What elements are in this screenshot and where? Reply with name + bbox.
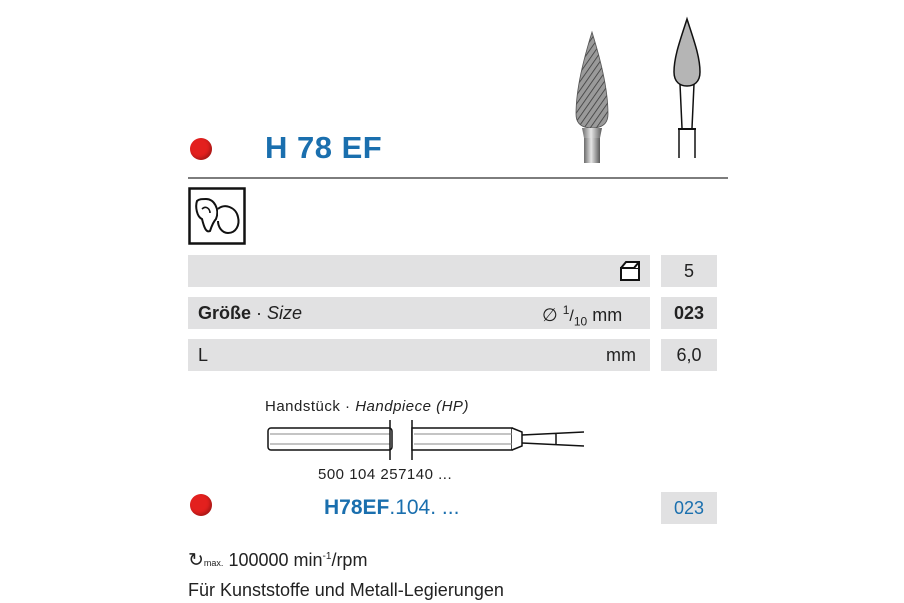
header-divider bbox=[188, 177, 728, 179]
order-size: 023 bbox=[661, 492, 717, 524]
size-label-sep: · bbox=[256, 303, 263, 323]
speed-unit: /rpm bbox=[331, 550, 368, 570]
diameter-symbol: ∅ bbox=[542, 305, 558, 325]
size-unit: ∅ $^1/_{10}$ mm bbox=[542, 303, 623, 329]
handpiece-label-en: Handpiece (HP) bbox=[355, 398, 469, 415]
pack-row bbox=[188, 255, 650, 287]
order-code-bold: H78EF bbox=[324, 496, 390, 519]
handpiece-part-number: 500 104 257140 ... bbox=[318, 466, 453, 483]
speed-sub: max. bbox=[203, 558, 224, 568]
length-unit: mm bbox=[606, 345, 636, 365]
size-label bbox=[198, 303, 302, 324]
unit-frac-num: 1 bbox=[562, 303, 570, 317]
material-description: Für Kunststoffe und Metall-Legierungen bbox=[188, 580, 504, 600]
length-label: L bbox=[198, 345, 209, 365]
size-label-en: Size bbox=[267, 303, 303, 323]
size-unit-mm: mm bbox=[592, 305, 623, 325]
order-status-dot bbox=[190, 494, 212, 516]
handpiece-label bbox=[265, 398, 469, 415]
handpiece-shank-drawing bbox=[266, 418, 586, 462]
tooth-application-icon bbox=[188, 187, 246, 245]
order-code-rest: .104. ... bbox=[389, 496, 460, 519]
speed-info bbox=[188, 549, 367, 572]
speed-value: 100000 min bbox=[228, 550, 323, 570]
bur-photo bbox=[562, 28, 622, 163]
size-value: 023 bbox=[661, 297, 717, 329]
rotation-icon: ↻ bbox=[188, 550, 204, 571]
package-icon bbox=[618, 259, 642, 283]
speed-exp: -1 bbox=[322, 551, 332, 562]
handpiece-label-sep: · bbox=[345, 398, 351, 415]
size-label-de: Größe bbox=[198, 303, 252, 323]
unit-frac-den: 10 bbox=[573, 314, 588, 329]
handpiece-label-de: Handstück bbox=[265, 398, 341, 415]
length-value: 6,0 bbox=[661, 339, 717, 371]
bur-outline-drawing bbox=[662, 16, 712, 161]
product-title: H 78 EF bbox=[265, 130, 383, 165]
order-code bbox=[324, 496, 459, 520]
pack-quantity: 5 bbox=[661, 255, 717, 287]
length-row bbox=[188, 339, 650, 371]
status-dot bbox=[190, 138, 212, 160]
